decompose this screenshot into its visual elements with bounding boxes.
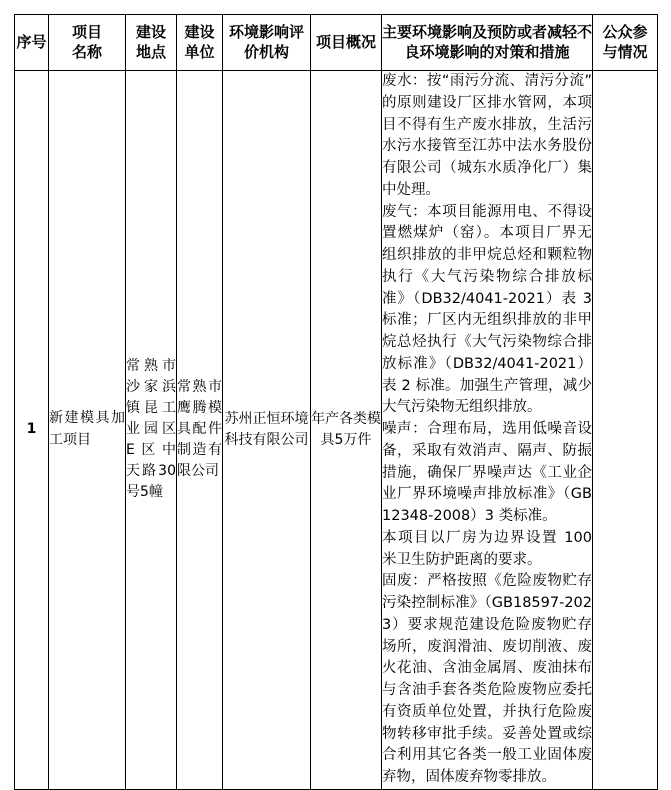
column-header-seq	[15, 15, 49, 71]
column-header-overview-label: 项目概况	[315, 32, 376, 51]
column-header-impact-line2: 良环境影响的对策和措施	[404, 42, 570, 61]
column-header-agency	[223, 15, 311, 71]
environmental-impact-table	[14, 14, 658, 790]
column-header-site-line1: 建设	[135, 23, 166, 42]
column-header-public-line1: 公众参	[602, 23, 648, 42]
impact-paragraph: 固废：严格按照《危险废物贮存污染控制标准》（GB18597-2023）要求规范建设危险废物贮存场所，废润滑油、废切削液、废火花油、含油金属屑、废油抹布与含油手套各类危险废物应委托有资质单位处置，并执行危险废物转移审批手续。妥善处置或综合利用其它各类一般工业固体废弃物，固体废弃物零排放。	[382, 573, 592, 785]
column-header-public	[593, 15, 658, 71]
impact-paragraph: 废气：本项目能源用电、不得设置燃煤炉（窑）。本项目厂界无组织排放的非甲烷总烃和颗粒物执行《大气污染物综合排放标准》（DB32/4041-2021）表 3 标准；厂区内无组织排放的非甲烷总烃执行《大气污染物综合排放标准》（DB32/4041-2021）表 2 标准。加强生产管理，减少大气污染物无组织排放。	[382, 203, 592, 416]
table-header-row	[15, 15, 658, 71]
column-header-unit	[177, 15, 223, 71]
table-row	[15, 71, 658, 790]
column-header-agency-line1: 环境影响评	[228, 23, 304, 42]
column-header-public-line2: 与情况	[602, 42, 648, 61]
column-header-impact-line1: 主要环境影响及预防或者减轻不	[382, 23, 593, 42]
table-body	[15, 71, 658, 790]
cell-overview: 年产各类模具5万件	[311, 71, 382, 790]
cell-site: 常熟市沙家浜镇昆工业园区E区中天路30号5幢	[126, 71, 177, 790]
column-header-impact	[382, 15, 593, 71]
column-header-seq-label: 序号	[16, 32, 47, 51]
column-header-unit-line2: 单位	[184, 42, 215, 61]
column-header-project-name	[49, 15, 126, 71]
cell-project-name: 新建模具加工项目	[49, 71, 126, 790]
column-header-project-name-line2: 名称	[71, 42, 102, 61]
eia-table-container	[14, 14, 658, 790]
cell-seq: 1	[15, 71, 49, 790]
impact-paragraph-list	[382, 71, 592, 789]
column-header-site-line2: 地点	[135, 42, 166, 61]
column-header-site	[126, 15, 177, 71]
column-header-agency-line2: 价机构	[243, 42, 289, 61]
impact-paragraph: 噪声：合理布局，选用低噪音设备，采取有效消声、隔声、防振措施，确保厂界噪声达《工业企业厂界环境噪声排放标准》（GB12348-2008）3 类标准。	[382, 421, 592, 524]
impact-paragraph: 本项目以厂房为边界设置 100 米卫生防护距离的要求。	[382, 529, 592, 568]
column-header-overview	[311, 15, 382, 71]
cell-public-participation	[593, 71, 658, 790]
impact-paragraph: 废水：按“雨污分流、清污分流”的原则建设厂区排水管网，本项目不得有生产废水排放，生活污水污水接管至江苏中法水务股份有限公司（城东水质净化厂）集中处理。	[382, 73, 592, 198]
column-header-unit-line1: 建设	[184, 23, 215, 42]
cell-impact	[382, 71, 593, 790]
table-header	[15, 15, 658, 71]
cell-unit: 常熟市鹰腾模具配件制造有限公司	[177, 71, 223, 790]
column-header-project-name-line1: 项目	[71, 23, 102, 42]
cell-agency: 苏州正恒环境科技有限公司	[223, 71, 311, 790]
